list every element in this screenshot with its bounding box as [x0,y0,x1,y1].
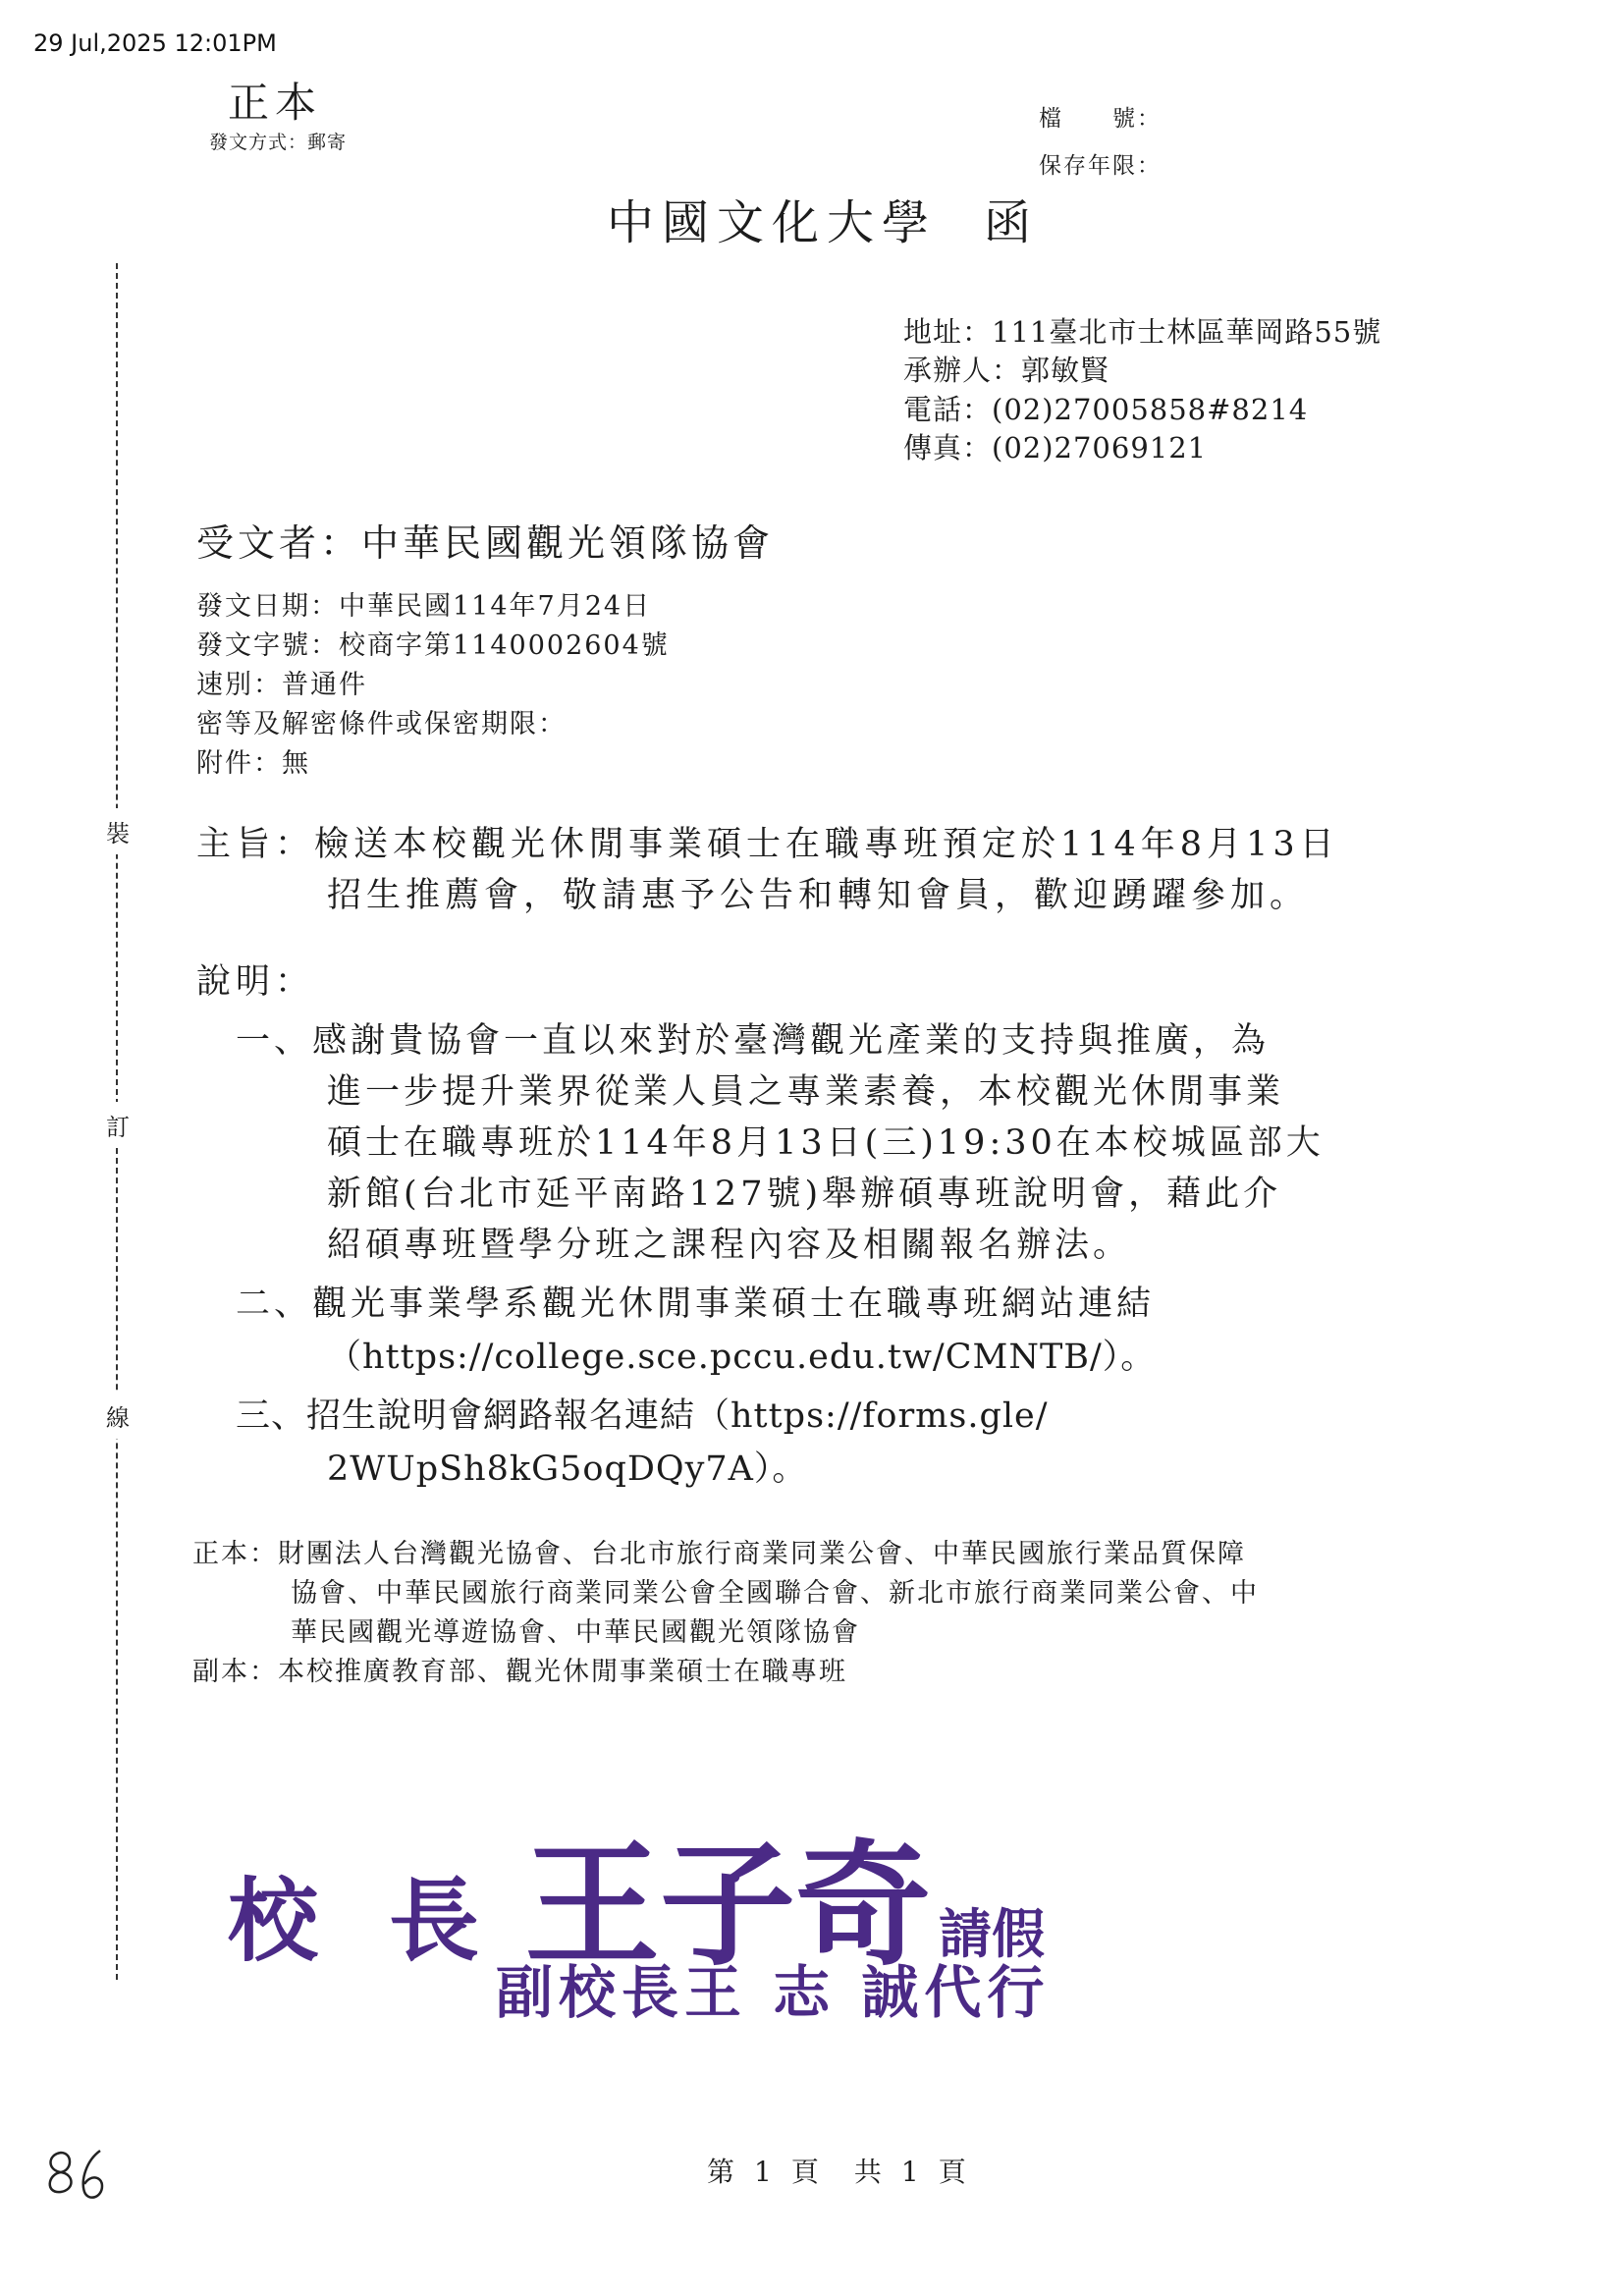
seal-leave: 請假 [939,1902,1046,1965]
copy-type-label: 正本 [228,79,323,127]
sender-phone: 電話：(02)27005858#8214 [903,393,1309,426]
distribution-original-line-2: 協會、中華民國旅行商業同業公會全國聯合會、新北市旅行商業同業公會、中 [291,1578,1259,1609]
description-item-1-line-1: 一、感謝貴協會一直以來對於臺灣觀光產業的支持與推廣，為 [236,1021,1271,1061]
attachment: 附件：無 [196,748,310,779]
subject-line-2: 招生推薦會，敬請惠予公告和轉知會員，歡迎踴躍參加。 [327,876,1310,915]
sender-fax: 傳真：(02)27069121 [903,431,1208,465]
description-item-1-line-3: 碩士在職專班於114年8月13日(三)19:30在本校城區部大 [327,1123,1325,1163]
description-item-3-line-1[interactable]: 三、招生說明會網路報名連結（https://forms.gle/ [236,1396,1049,1436]
org-name: 中國文化大學 [607,195,938,250]
description-item-1-line-2: 進一步提升業界從業人員之專業素養，本校觀光休閒事業 [327,1072,1285,1112]
binding-mark-zhuang: 裝 [106,808,130,854]
seal-title-1: 校 [228,1868,319,1974]
distribution-copy: 副本：本校推廣教育部、觀光休閒事業碩士在職專班 [192,1657,847,1687]
description-item-1-line-4: 新館(台北市延平南路127號)舉辦碩專班說明會，藉此介 [327,1175,1282,1214]
delivery-speed: 速別：普通件 [196,670,367,700]
handwritten-86-mark [39,2141,118,2219]
deputy-seal: 副校長王 志 誠代行 [496,1959,1051,2026]
description-item-3-line-2[interactable]: 2WUpSh8kG5oqDQy7A）。 [327,1449,808,1489]
distribution-original-line-1: 正本：財團法人台灣觀光協會、台北市旅行商業同業公會、中華民國旅行業品質保障 [192,1539,1246,1569]
binding-mark-xian: 線 [106,1393,130,1439]
handwritten-note [39,2141,118,2223]
distribution-original-line-3: 華民國觀光導遊協會、中華民國觀光領隊協會 [291,1617,860,1648]
recipient: 受文者：中華民國觀光領隊協會 [196,521,775,565]
page-number: 第 1 頁 共 1 頁 [707,2156,970,2188]
retention-label: 保存年限： [1039,153,1162,179]
issue-date: 發文日期：中華民國114年7月24日 [196,591,652,622]
description-heading: 說明： [196,962,315,1002]
document-title [607,185,1039,252]
description-item-2-line-1: 二、觀光事業學系觀光休閒事業碩士在職專班網站連結 [236,1285,1156,1324]
binding-mark-ding: 訂 [106,1102,130,1148]
current-page: 1 [754,2156,776,2188]
description-item-2-link[interactable]: （https://college.sce.pccu.edu.tw/CMNTB/）。 [327,1338,1157,1377]
scan-timestamp: 29 Jul,2025 12:01PM [33,29,277,57]
secrecy-level: 密等及解密條件或保密期限： [196,709,567,739]
sender-contact: 承辦人：郭敏賢 [903,354,1110,387]
description-item-1-line-5: 紹碩專班暨學分班之課程內容及相關報名辦法。 [327,1226,1132,1265]
send-method: 發文方式：郵寄 [209,132,348,153]
doc-type: 函 [984,195,1040,250]
seal-name: 王子奇 [524,1825,932,1985]
subject-line-1: 主旨：檢送本校觀光休閒事業碩士在職專班預定於114年8月13日 [196,825,1339,864]
sender-address: 地址：111臺北市士林區華岡路55號 [903,315,1382,349]
seal-title-2: 長 [389,1868,480,1974]
document-number: 發文字號：校商字第1140002604號 [196,630,670,661]
total-pages: 1 [900,2156,923,2188]
file-number-label: 檔 號： [1039,106,1162,132]
